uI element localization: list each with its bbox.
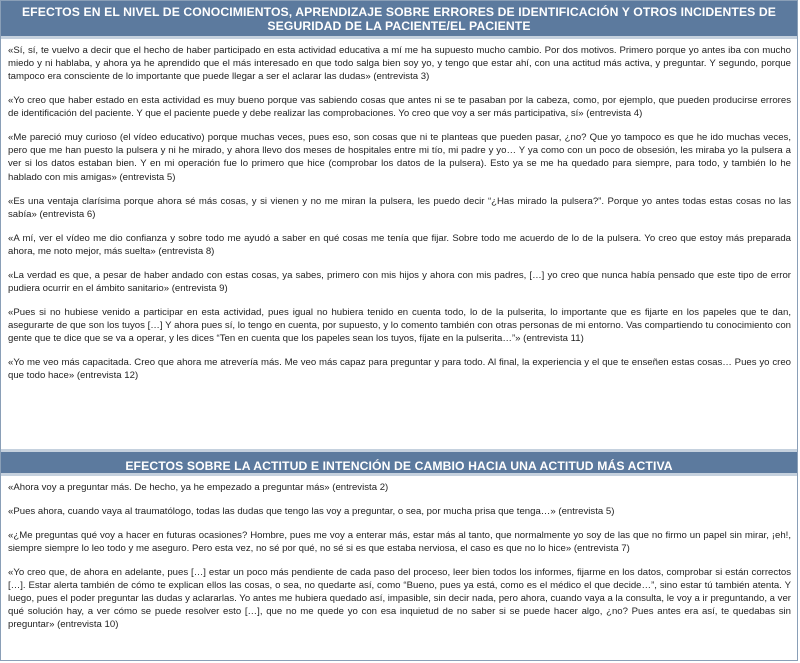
quote-entrevista-7: «¿Me preguntas qué voy a hacer en futuras ocasiones? Hombre, pues me voy a enterar más, estar más al tanto, que normalmente yo soy de las que no firmo un papel sin mirar, ¡eh!, siempre siempre lo leo todo y me aseguro. Pero esta vez, no sé por qué, no sé si es que estaba nerviosa, el caso es que no lo hice» (entrevista 7) <box>8 529 791 555</box>
quote-entrevista-9: «La verdad es que, a pesar de haber andado con estas cosas, ya sabes, primero con mis hijos y ahora con mis padres, […] yo creo que nunca había pensado que este tipo de error pudiera ocurrir en el ámbito sanitario» (entrevista 9) <box>8 269 791 294</box>
section-attitude-quotes <box>1 476 797 632</box>
quote-entrevista-5b: «Pues ahora, cuando vaya al traumatólogo, todas las dudas que tengo las voy a preguntar, o sea, por mucha prisa que tenga…» (entrevista 5) <box>8 505 615 517</box>
quote-entrevista-2: «Ahora voy a preguntar más. De hecho, ya he empezado a preguntar más» (entrevista 2) <box>8 482 389 493</box>
quote-entrevista-5: «Me pareció muy curioso (el vídeo educativo) porque muchas veces, pues eso, son cosas que ni te planteas que pueden pasar, ¿no? Que yo tampoco es que he ido muchas veces, pero que me han puesto la pulsera y ni he mirado, y ahora llevo dos meses de hospitales entre mi tío, mi padre y yo… Y ya como con un poco de obsesión, les miraba yo la pulsera a ver si los datos estaban bien. Y en mi operación fue lo primero que hice (comprobar los datos de la pulsera). Esto ya se me ha quedado para siempre, para todo, y también lo he hablado con mis amigas» (entrevista 5) <box>8 132 791 183</box>
quote-entrevista-12: «Yo me veo más capacitada. Creo que ahora me atrevería más. Me veo más capaz para preguntar y para todo. Al final, la experiencia y el que te enseñen estas cosas… Pues yo creo que todo hace» (entrevista 12) <box>8 356 791 382</box>
section-knowledge-quotes <box>1 39 797 449</box>
quote-entrevista-8: «A mí, ver el vídeo me dio confianza y sobre todo me ayudó a saber en qué cosas me tenía que fijar. Sobre todo me acuerdo de lo de la pulsera. Yo creo que estoy más preparada ahora, me noto mejor, más suelta» (entrevista 8) <box>8 232 791 257</box>
quote-entrevista-10: «Yo creo que, de ahora en adelante, pues […] estar un poco más pendiente de cada paso del proceso, leer bien todos los informes, fijarme en los datos, comprobar si están correctos […]. Estar alerta también de cómo te explican ellos las cosas, o sea, no quedarte así, como “Bueno, pues ya está, como es el médico el que decide…”, sino estar tú también atenta. Y luego, pues el poder preguntar las dudas y aclararlas. Yo antes me hubiera quedado así, impasible, sin decir nada, pero ahora, cuando vaya a la consulta, le voy a ir preguntando, a ver qué solución hay, a ver cómo se puede resolver esto […], que no me quede yo con esa inquietud de no saber si se puede hacer algo, ¿no? Pues antes era así, te quedabas sin preguntar» (entrevista 10) <box>8 567 791 631</box>
quote-entrevista-6: «Es una ventaja clarísima porque ahora sé más cosas, y si vienen y no me miran la pulsera, les puedo decir “¿Has mirado la pulsera?”. Porque yo antes todas estas cosas no las sabía» (entrevista 6) <box>8 195 791 220</box>
quote-entrevista-11: «Pues si no hubiese venido a participar en esta actividad, pues igual no hubiera tenido en cuenta todo, lo de la pulserita, lo importante que es fijarte en los papeles que te dan, asegurarte de que son los tuyos […] Y ahora pues sí, lo tengo en cuenta, por supuesto, y lo comento también con otras personas de mi entorno. Vas compartiendo tu conocimiento con gente que te dice que se va a operar, y les dices “Ten en cuenta que los papeles sean los tuyos, fíjate en la pulserita…”» (entrevista 11) <box>8 306 791 344</box>
quote-entrevista-3: «Sí, sí, te vuelvo a decir que el hecho de haber participado en esta actividad educativa a mí me ha supuesto mucho cambio. Por dos motivos. Primero porque yo antes iba con mucho miedo y ni hablaba, y ahora ya he aprendido que el más interesado en que todo salga bien soy yo, y tengo que estar ahí, con una actitud más activa, y preguntar. Y segundo, porque tampoco era consciente de lo importante que puede llegar a ser el aclarar las dudas» (entrevista 3) <box>8 45 791 83</box>
quote-entrevista-4: «Yo creo que haber estado en esta actividad es muy bueno porque vas sabiendo cosas que antes ni se te pasaban por la cabeza, como, por ejemplo, que pueden producirse errores de identificación del paciente. Y que el paciente puede y debe realizar las comprobaciones. Yo creo que voy a ser más participativa, sí» (entrevista 4) <box>8 95 791 120</box>
section-header-attitude: EFECTOS SOBRE LA ACTITUD E INTENCIÓN DE CAMBIO HACIA UNA ACTITUD MÁS ACTIVA <box>1 449 797 476</box>
section-header-knowledge: EFECTOS EN EL NIVEL DE CONOCIMIENTOS, APRENDIZAJE SOBRE ERRORES DE IDENTIFICACIÓN Y OTROS INCIDENTES DE SEGURIDAD DE LA PACIENTE/EL PACIENTE <box>1 1 797 39</box>
